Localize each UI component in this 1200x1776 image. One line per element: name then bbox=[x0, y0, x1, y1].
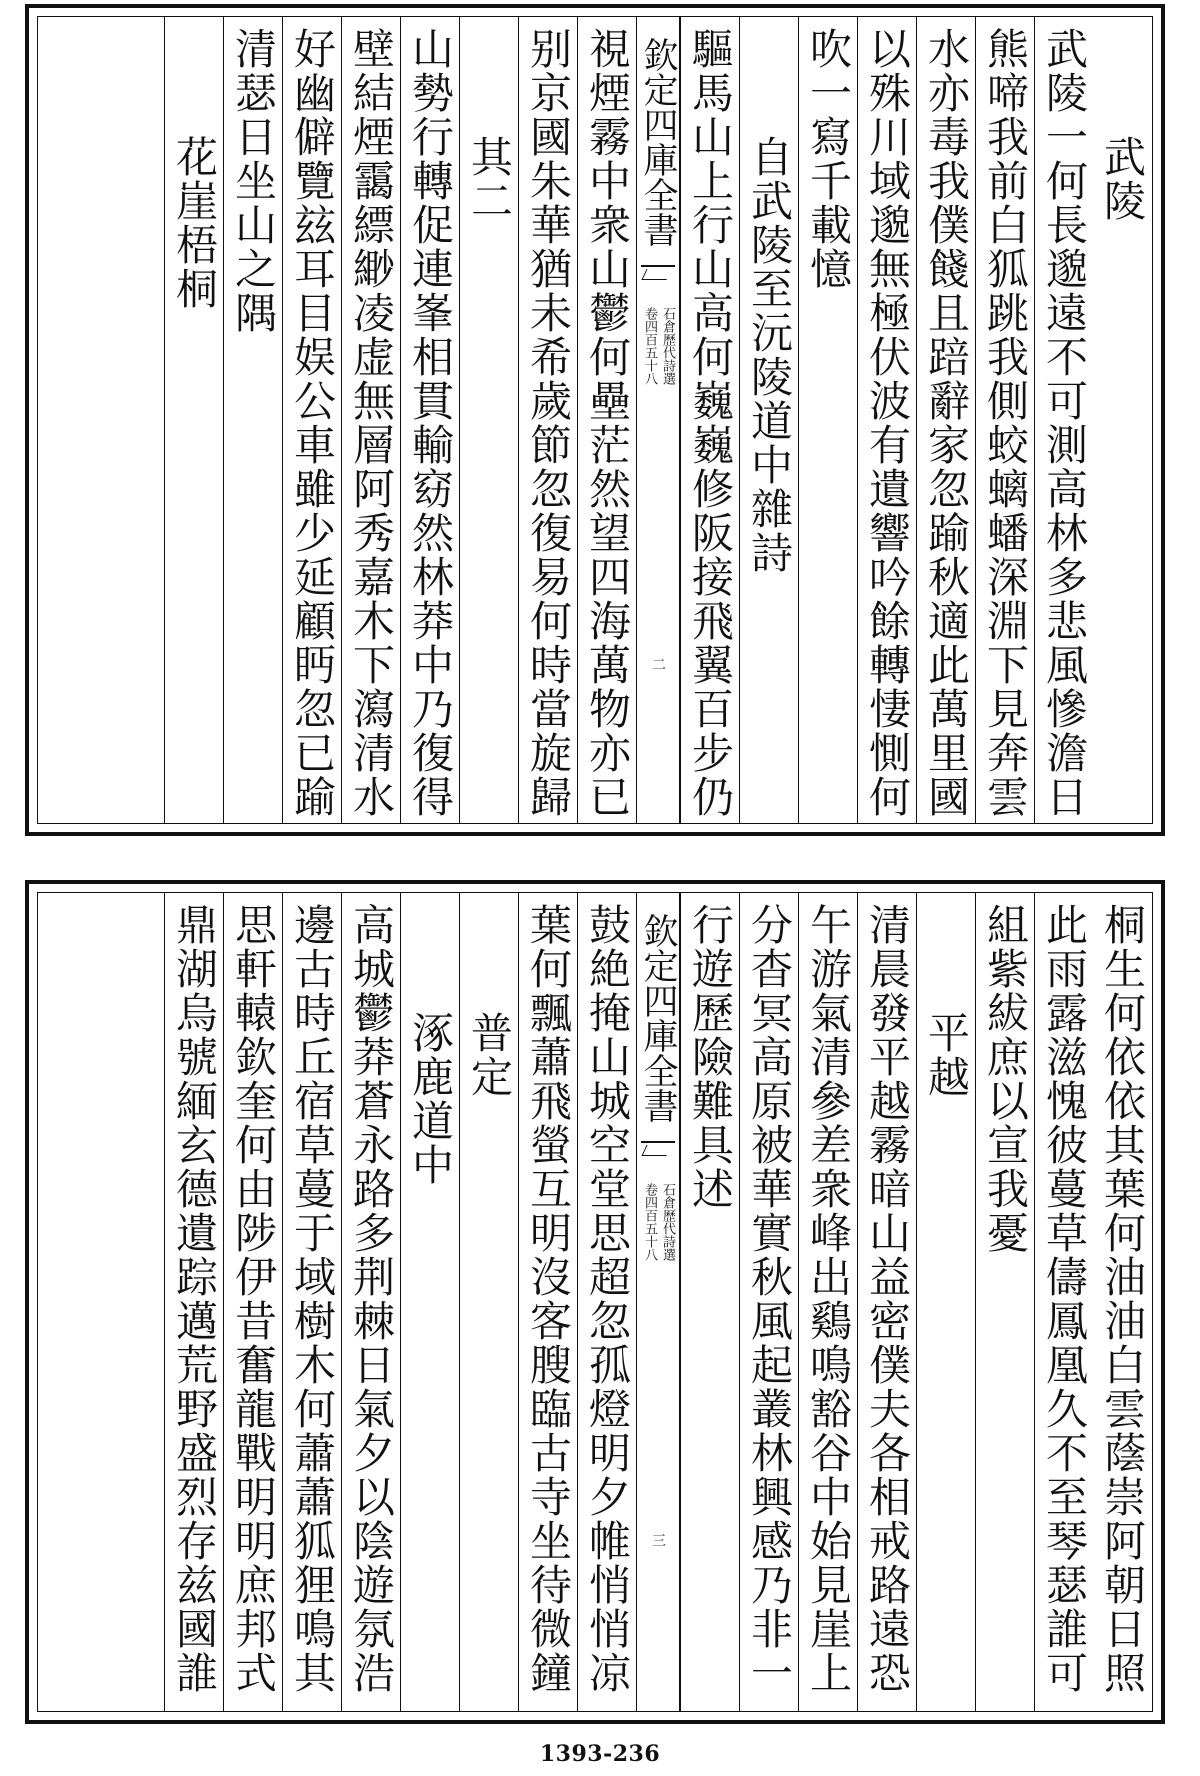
column bbox=[916, 17, 975, 823]
column-blank bbox=[28, 893, 164, 1711]
column-text: 熊啼我前白狐跳我側蛟螭蟠深淵下見奔雲 bbox=[981, 27, 1030, 819]
column bbox=[518, 893, 577, 1711]
spine-book-title: 欽定四庫全書 bbox=[638, 913, 678, 1123]
column-text: 午游氣清參差衆峰出鷄鳴豁谷中始見崖上 bbox=[804, 903, 853, 1695]
column-text: 别京國朱華猶未希歲節忽復易何時當旋歸 bbox=[524, 27, 573, 819]
column-text: 行遊歷險難具述 bbox=[686, 903, 735, 1211]
column-heading-zhuolu bbox=[400, 893, 459, 1711]
top-page-frame bbox=[37, 16, 1153, 824]
column bbox=[857, 893, 916, 1711]
column-text: 思軒轅欽奎何由陟伊昔奮龍戰明明庶邦式 bbox=[229, 903, 278, 1695]
column-text: 清瑟日坐山之隅 bbox=[229, 27, 278, 335]
column-text: 葉何飄蕭飛螢互明沒客膄臨古寺坐待微鐘 bbox=[524, 903, 573, 1695]
spine-collection-title: 石倉歷代詩選 bbox=[660, 307, 675, 385]
column-text: 桐生何依依其葉何油油白雲蔭崇阿朝日照 bbox=[1098, 903, 1147, 1695]
fish-tail-mark-icon bbox=[641, 265, 675, 287]
column-text: 視煙霧中衆山鬱何壘茫然望四海萬物亦已 bbox=[583, 27, 632, 819]
column-text: 其二 bbox=[465, 135, 514, 223]
column bbox=[1034, 893, 1093, 1711]
column bbox=[975, 893, 1034, 1711]
column-text: 平越 bbox=[922, 1011, 971, 1099]
column bbox=[798, 17, 857, 823]
column-text: 自武陵至沅陵道中雜詩 bbox=[745, 135, 794, 575]
folio-number: 1393-236 bbox=[539, 1741, 661, 1767]
column-text: 分杳冥高原被華實秋風起叢林興感乃非一 bbox=[745, 903, 794, 1695]
column-text: 組紫紱庶以宣我憂 bbox=[981, 903, 1030, 1255]
spine-volume: 卷四百五十八 bbox=[642, 1183, 657, 1261]
column-text: 以殊川域邈無極伏波有遺響吟餘轉悽惻何 bbox=[863, 27, 912, 819]
column bbox=[680, 893, 739, 1711]
column bbox=[857, 17, 916, 823]
column bbox=[1034, 17, 1093, 823]
column bbox=[223, 893, 282, 1711]
column bbox=[341, 893, 400, 1711]
column-text: 吹一寫千載憶 bbox=[804, 27, 853, 291]
spine-page-number: 三 bbox=[650, 1533, 666, 1547]
column bbox=[400, 17, 459, 823]
column-heading-pingyue bbox=[916, 893, 975, 1711]
column-text: 普定 bbox=[465, 1011, 514, 1099]
column-heading-poem bbox=[739, 17, 798, 823]
column-text: 邊古時丘宿草蔓于域樹木何蕭蕭狐狸鳴其 bbox=[288, 903, 337, 1695]
column-text: 花崖梧桐 bbox=[170, 135, 219, 311]
column-text: 鼓絶掩山城空堂思超忽孤燈明夕帷悄悄凉 bbox=[583, 903, 632, 1695]
spine-book-title: 欽定四庫全書 bbox=[638, 37, 678, 247]
top-page bbox=[25, 4, 1165, 836]
spine-volume: 卷四百五十八 bbox=[642, 307, 657, 385]
column-heading-huaya bbox=[164, 17, 223, 823]
column bbox=[282, 17, 341, 823]
bottom-page bbox=[25, 880, 1165, 1724]
column-text: 涿鹿道中 bbox=[406, 1011, 455, 1187]
column-heading-qier bbox=[459, 17, 518, 823]
column bbox=[798, 893, 857, 1711]
column bbox=[577, 893, 636, 1711]
column bbox=[223, 17, 282, 823]
column-text: 驅馬山上行山高何巍巍修阪接飛翼百步仍 bbox=[686, 27, 735, 819]
column-blank bbox=[28, 17, 164, 823]
column bbox=[518, 17, 577, 823]
column bbox=[975, 17, 1034, 823]
fish-tail-mark-icon bbox=[641, 1141, 675, 1163]
column bbox=[1093, 893, 1152, 1711]
column bbox=[739, 893, 798, 1711]
column-text: 山勢行轉促連峯相貫輸窈然林莽中乃復得 bbox=[406, 27, 455, 819]
column bbox=[341, 17, 400, 823]
bottom-page-frame bbox=[37, 892, 1153, 1712]
column-text: 好幽僻覽玆耳目娱公車雖少延顧眄忽已踰 bbox=[288, 27, 337, 819]
column bbox=[282, 893, 341, 1711]
center-spine bbox=[636, 893, 680, 1711]
column-text: 武陵 bbox=[1098, 135, 1147, 223]
spine-page-number: 二 bbox=[650, 657, 666, 671]
column-text: 高城鬱莽蒼永路多荆棘日氣夕以陰遊氛浩 bbox=[347, 903, 396, 1695]
column bbox=[680, 17, 739, 823]
column-heading-wuling bbox=[1093, 17, 1152, 823]
column-text: 水亦毒我僕餞且踣辭家忽踰秋適此萬里國 bbox=[922, 27, 971, 819]
spine-collection-title: 石倉歷代詩選 bbox=[660, 1183, 675, 1261]
center-spine bbox=[636, 17, 680, 823]
column-text: 此雨露滋愧彼蔓草儔鳳凰久不至琴瑟誰可 bbox=[1040, 903, 1089, 1695]
column-heading-puding bbox=[459, 893, 518, 1711]
column-text: 壁結煙靄縹緲凌虚無層阿秀嘉木下瀉清水 bbox=[347, 27, 396, 819]
column-text: 武陵一何長邈遠不可測高林多悲風慘澹日 bbox=[1040, 27, 1089, 819]
column bbox=[164, 893, 223, 1711]
column bbox=[577, 17, 636, 823]
column-text: 清晨發平越霧暗山益密僕夫各相戒路遠恐 bbox=[863, 903, 912, 1695]
column-text: 鼎湖烏號緬玄德遺踪邁荒野盛烈存兹國誰 bbox=[170, 903, 219, 1695]
